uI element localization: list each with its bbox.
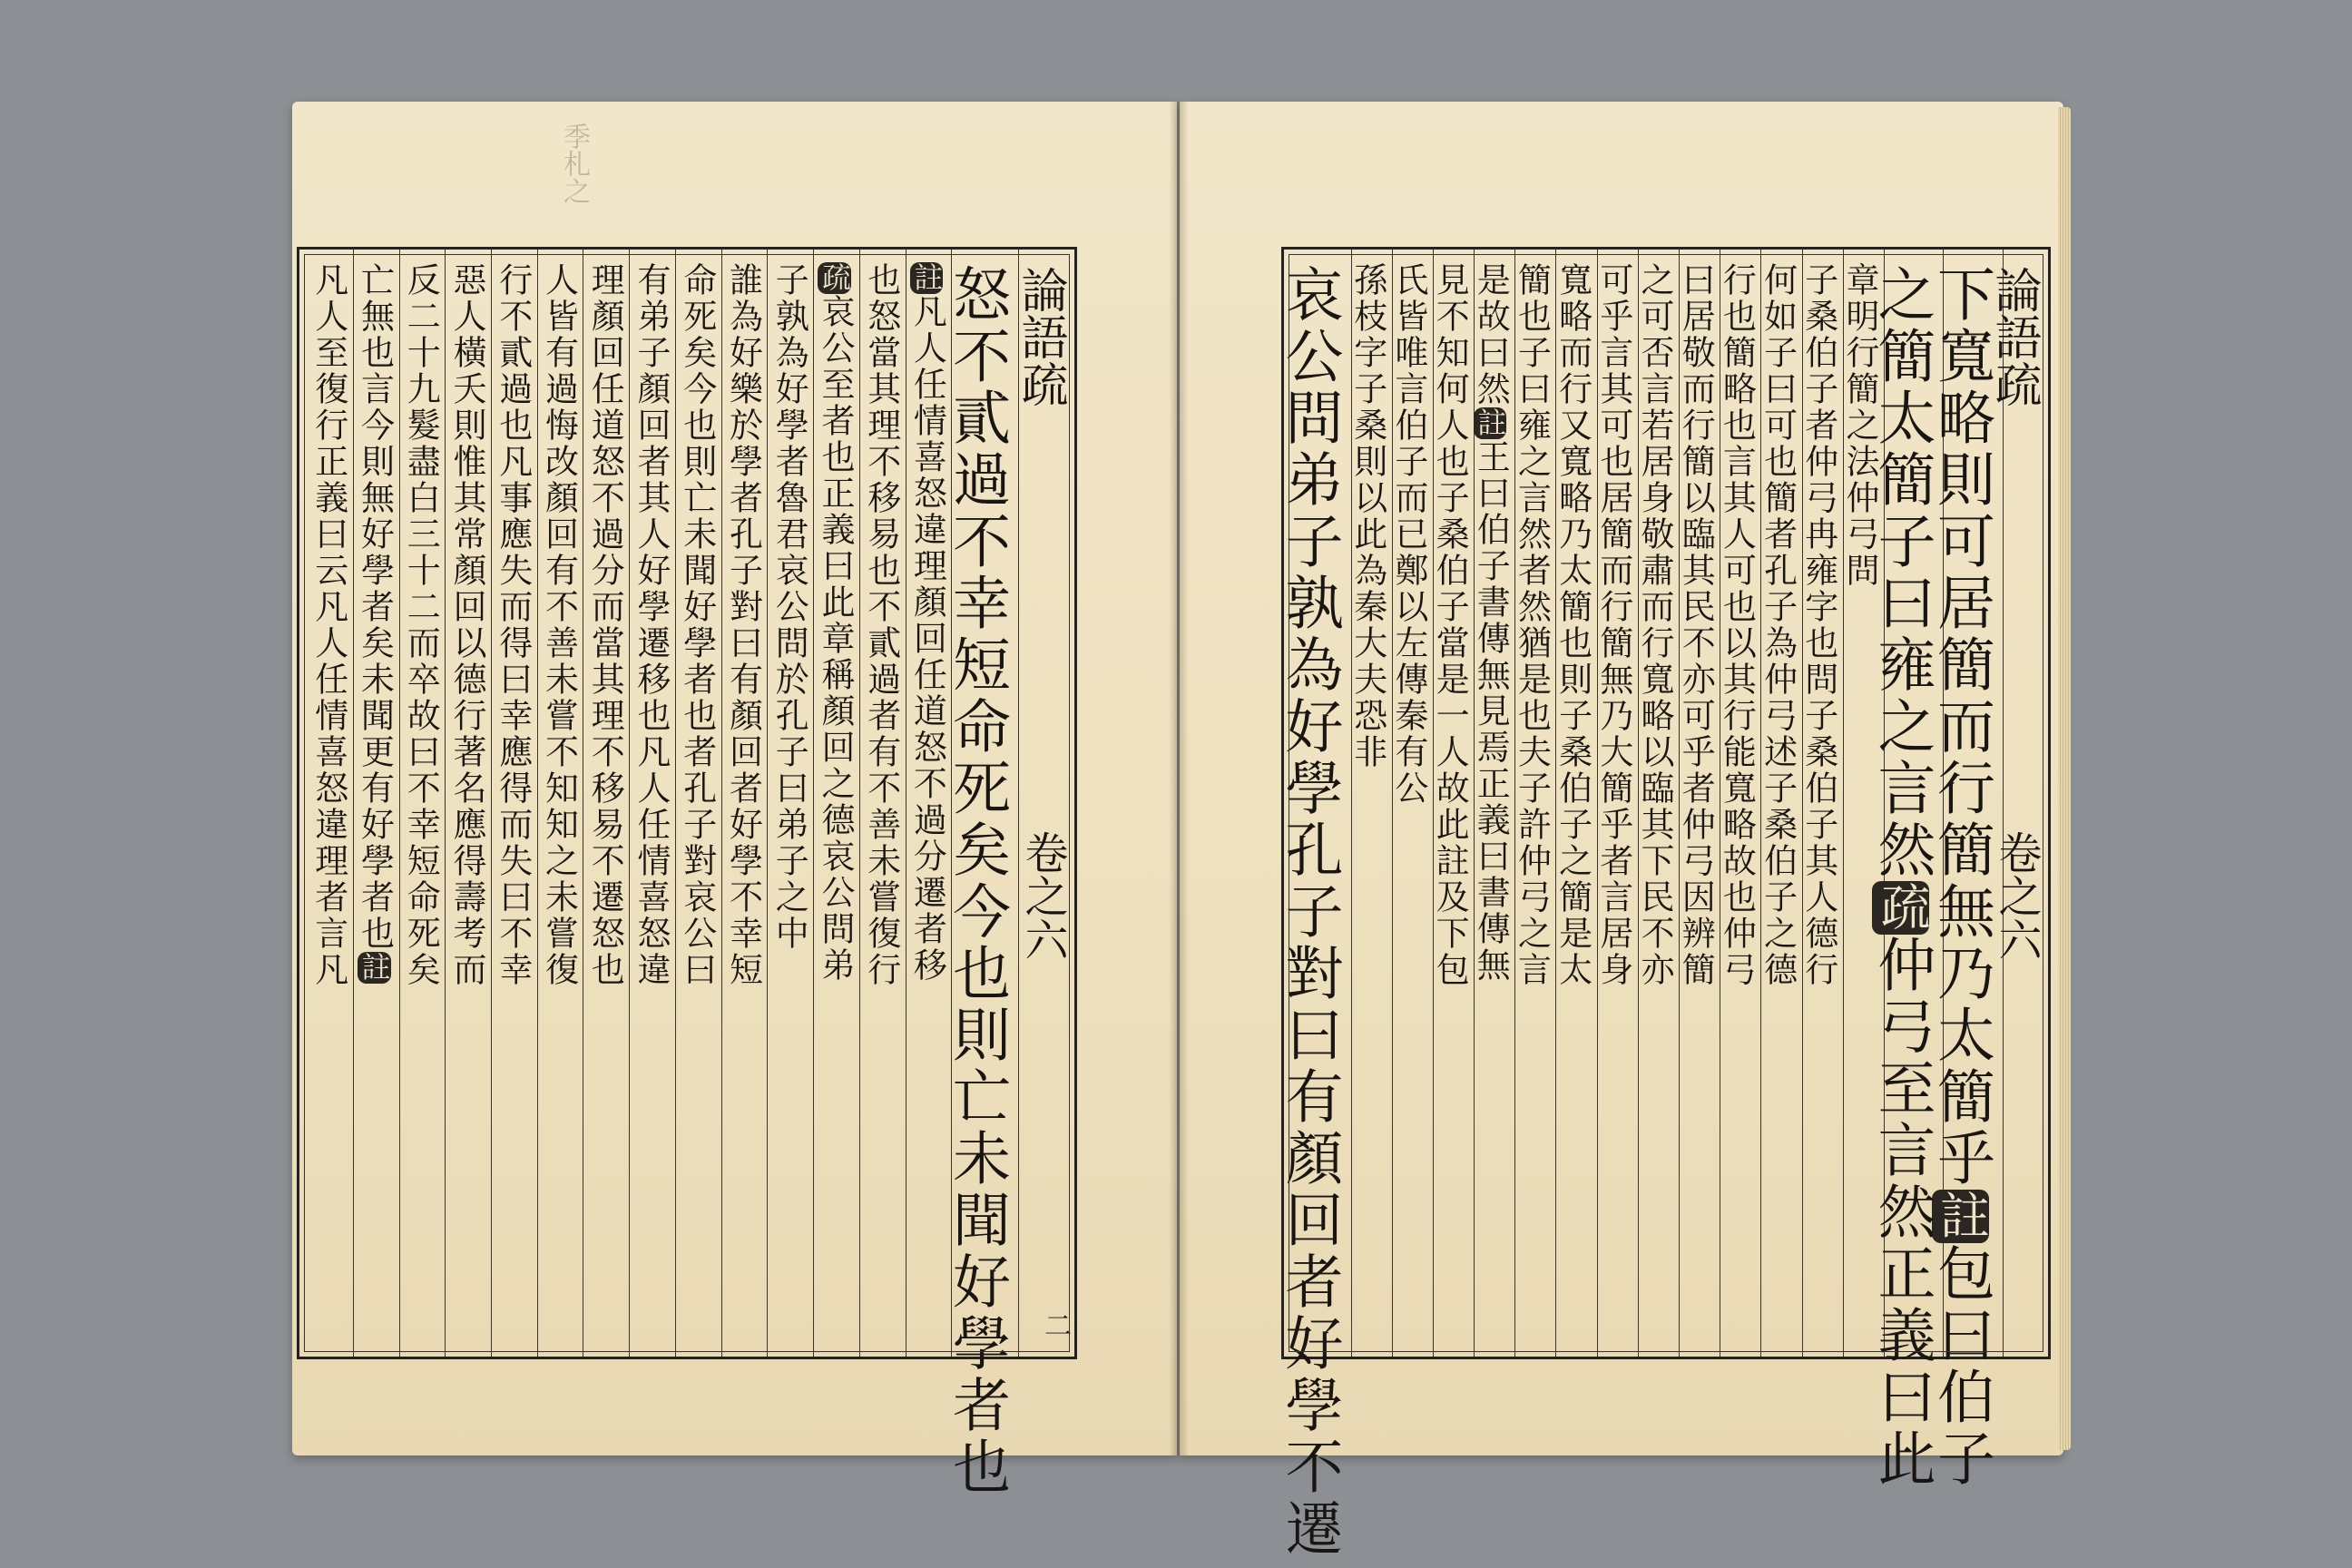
column-text: 哀公問弟子孰為好學孔子對曰有顏回者好學不遷 [1275,264,1343,1560]
column-text: 怒不貳過不幸短命死矣今也則亡未聞好學者也 [943,264,1010,1498]
left-text-column [813,250,859,1357]
column-text: 曰居敬而行簡以臨其民不亦可乎者仲弓因辨簡 [1676,262,1716,988]
commentary-marker: 疏 [1872,881,1931,936]
left-text-column [537,250,583,1357]
column-text: 章明行簡之法仲弓問 [1839,262,1879,589]
column-text: 行不貳過也凡事應失而得曰幸應得而失曰不幸 [493,262,533,988]
left-text-column [583,250,629,1357]
column-text: 王曰伯子書傳無見焉正義曰書傳無 [1471,438,1511,984]
left-text-column [721,250,768,1357]
commentary-marker: 註 [909,262,945,294]
column-text: 仲弓至言然正義曰此 [1867,935,1936,1491]
right-text-column [1514,250,1555,1357]
right-text-column [1760,250,1801,1357]
bleed-through-text: 季札之 [558,122,590,204]
page-edges [2058,107,2071,1450]
page-number: 二 [1039,1311,1071,1338]
column-text: 子桑伯子者仲弓冉雍字也問子桑伯子其人德行 [1798,262,1838,988]
right-text-column [1798,250,1843,1357]
column-text: 理顏回任道怒不過分而當其理不移易不遷怒也 [585,262,625,988]
column-text: 誰為好樂於學者孔子對曰有顏回者好學不幸短 [723,262,763,988]
column-text: 孫枝字子桑則以此為秦大夫恐非 [1348,262,1387,770]
commentary-marker: 疏 [817,262,852,294]
column-text: 可乎言其可也居簡而行簡無乃大簡乎者言居身 [1593,262,1633,988]
left-text-column [675,250,721,1357]
column-text: 之簡太簡子曰雍之言然 [1867,264,1936,881]
right-text-column [1867,250,1944,1491]
column-text: 包曰伯子 [1927,1243,1994,1491]
left-text-column [906,250,952,1357]
column-text: 是故曰然 [1471,262,1511,407]
column-text: 人皆有過悔改顏回有不善未嘗不知知之未嘗復 [539,262,579,988]
column-text: 何如子曰可也簡者孔子為仲弓述子桑伯子之德 [1758,262,1798,988]
column-text: 凡人任情喜怒違理顏回任道怒不過分遷者移 [907,293,947,984]
book-title: 論語疏 [1986,266,2041,407]
right-text-column [1430,250,1474,1357]
left-text-column [307,250,353,1357]
right-text-column [1839,250,1884,1357]
column-text: 子孰為好學者魯君哀公問於孔子曰弟子之中 [769,262,809,952]
left-text-column [399,250,446,1357]
column-text: 氏皆唯言伯子而已鄭以左傳秦有公 [1388,262,1428,807]
left-text-column [353,250,399,1357]
right-text-column [1593,250,1638,1357]
left-text-column [767,250,813,1357]
column-text: 有弟子顏回者其人好學遷移也凡人任情喜怒違 [631,262,671,988]
column-text: 哀公至者也正義曰此章稱顏回之德哀公問弟 [815,293,855,984]
column-text: 反二十九髮盡白三十二而卒故曰不幸短命死矣 [401,262,441,988]
volume-label: 卷之六 [1017,830,1068,961]
right-text-column [1676,250,1720,1357]
column-text: 下寬略則可居簡而行簡無乃太簡乎 [1927,264,1994,1190]
commentary-marker: 註 [1932,1190,1990,1244]
column-text: 命死矣今也則亡未聞好學者也者孔子對哀公曰 [677,262,717,988]
left-margin-band [1013,250,1074,1357]
column-text: 亡無也言今則無好學者矣未聞更有好學者也 [355,262,395,952]
column-text: 惡人橫夭則惟其常顏回以德行著名應得壽考而 [446,262,486,988]
commentary-marker: 註 [357,952,392,984]
right-text-column [1717,250,1760,1357]
right-text-column [1348,250,1392,1357]
volume-label: 卷之六 [1991,830,2042,961]
right-text-column [1927,250,2003,1491]
right-text-column [1471,250,1514,1357]
column-text: 行也簡略也言其人可也以其行能寬略故也仲弓 [1717,262,1757,988]
column-text: 見不知何人也子桑伯子當是一人故此註及下包 [1430,262,1470,988]
right-text-column [1635,250,1679,1357]
left-text-column [445,250,491,1357]
commentary-marker: 註 [1473,407,1508,439]
right-margin-band [1986,250,2048,1357]
right-text-column [1388,250,1433,1357]
book-title: 論語疏 [1013,266,1067,407]
left-text-frame [297,247,1077,1498]
left-text-column [491,250,537,1357]
right-text-column [1275,250,1351,1560]
column-text: 寬略而行又寬略乃太簡也則子桑伯子之簡是太 [1553,262,1592,988]
column-text: 之可否言若居身敬肅而行寬略以臨其下民不亦 [1635,262,1675,988]
left-text-column [629,250,675,1357]
column-text: 簡也子曰雍之言然者然猶是也夫子許仲弓之言 [1512,262,1552,988]
right-text-column [1555,250,1596,1357]
left-text-column [859,250,906,1357]
book-gutter [1169,102,1189,1455]
column-text: 也怒當其理不移易也不貳過者有不善未嘗復行 [861,262,901,988]
left-text-column [943,250,1018,1498]
right-text-frame [1275,247,2051,1560]
column-text: 凡人至復行正義曰云凡人任情喜怒違理者言凡 [309,262,348,988]
